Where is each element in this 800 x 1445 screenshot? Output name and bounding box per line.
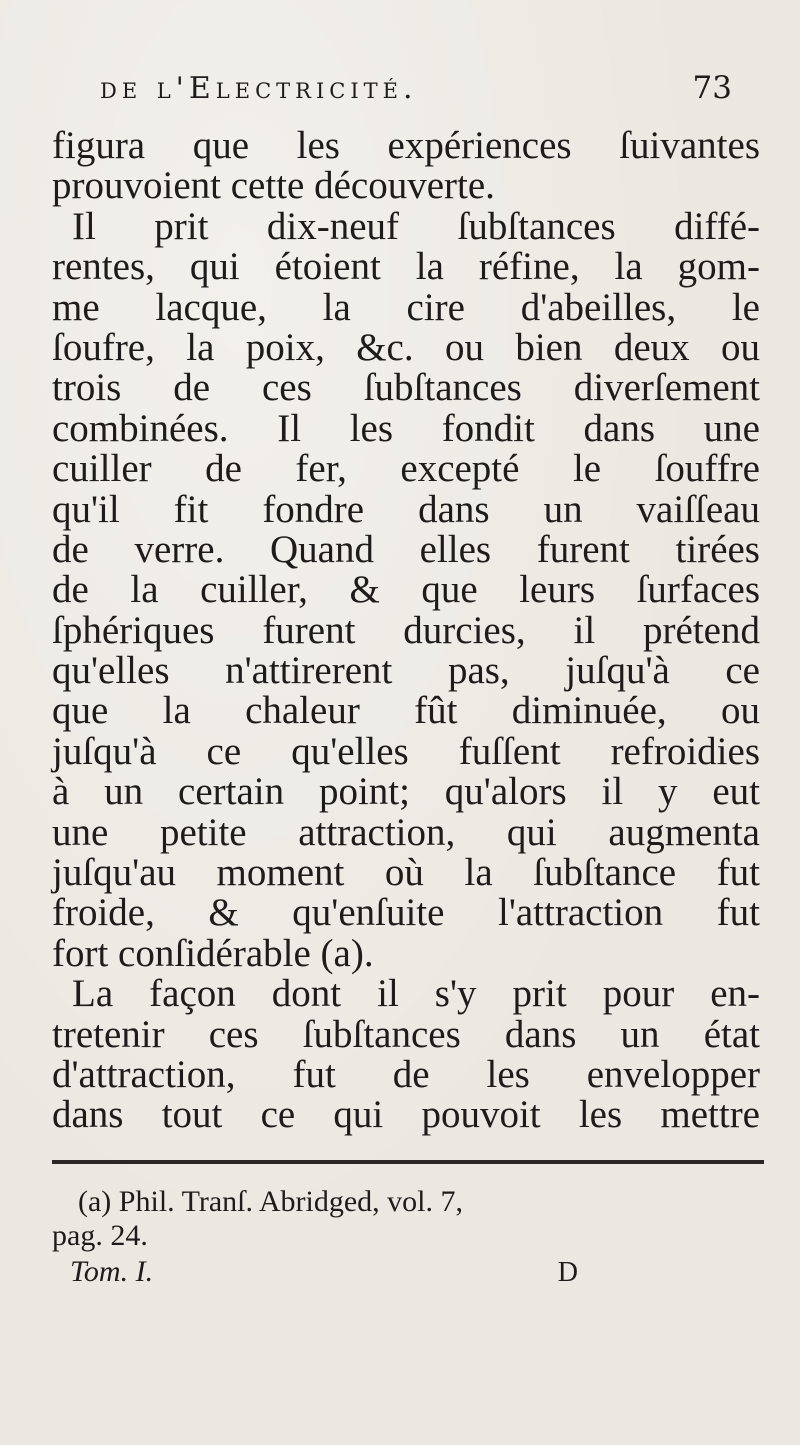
text-line: ſoufre, la poix, &c. ou bien deux ou bbox=[52, 325, 760, 369]
text-line: La façon dont il s'y prit pour en- bbox=[72, 972, 760, 1016]
footnote-rule bbox=[52, 1160, 764, 1164]
running-title: de l'Electricité. bbox=[100, 71, 418, 106]
text-line: cuiller de fer, excepté le ſouffre bbox=[52, 447, 760, 491]
text-line: qu'il fit fondre dans un vaiſſeau bbox=[52, 487, 760, 531]
text-line: de verre. Quand elles furent tirées bbox=[52, 527, 760, 571]
text-line: froide, & qu'enſuite l'attraction fut bbox=[52, 891, 760, 935]
text-line: prouvoient cette découverte. bbox=[52, 164, 495, 208]
text-line: trois de ces ſubſtances diverſement bbox=[52, 366, 760, 410]
text-line: à un certain point; qu'alors il y eut bbox=[52, 770, 760, 814]
text-line: ſphériques furent durcies, il prétend bbox=[52, 608, 760, 652]
text-line: d'attraction, fut de les envelopper bbox=[52, 1052, 760, 1096]
text-line: figura que les expériences ſuivantes bbox=[52, 124, 760, 167]
tome-label: Tom. I. bbox=[70, 1255, 154, 1288]
text-line: rentes, qui étoient la réfine, la gom- bbox=[52, 245, 760, 289]
footnote-line: (a) Phil. Tranſ. Abridged, vol. 7, bbox=[78, 1185, 464, 1218]
text-line: juſqu'à ce qu'elles fuſſent refroidies bbox=[52, 729, 760, 773]
footnote-line: pag. 24. bbox=[52, 1219, 148, 1252]
text-line: Il prit dix-neuf ſubſtances diffé- bbox=[72, 204, 760, 248]
text-line: que la chaleur fût diminuée, ou bbox=[52, 689, 760, 733]
text-line: juſqu'au moment où la ſubſtance fut bbox=[52, 851, 760, 895]
text-line: fort conſidérable (a). bbox=[52, 931, 374, 975]
running-head bbox=[100, 70, 754, 110]
signature-mark: D bbox=[557, 1257, 578, 1288]
text-line: tretenir ces ſubſtances dans un état bbox=[52, 1012, 760, 1056]
signature-line bbox=[52, 1255, 754, 1289]
text-line: de la cuiller, & que leurs ſurfaces bbox=[52, 568, 760, 612]
text-line: dans tout ce qui pouvoit les mettre bbox=[52, 1093, 760, 1137]
text-line: qu'elles n'attirerent pas, juſqu'à ce bbox=[52, 649, 760, 693]
body-text bbox=[52, 126, 760, 1136]
footnote bbox=[52, 1185, 764, 1253]
page-number: 73 bbox=[692, 70, 732, 106]
text-line: une petite attraction, qui augmenta bbox=[52, 810, 760, 854]
text-line: combinées. Il les fondit dans une bbox=[52, 406, 760, 450]
text-line: me lacque, la cire d'abeilles, le bbox=[52, 285, 760, 329]
